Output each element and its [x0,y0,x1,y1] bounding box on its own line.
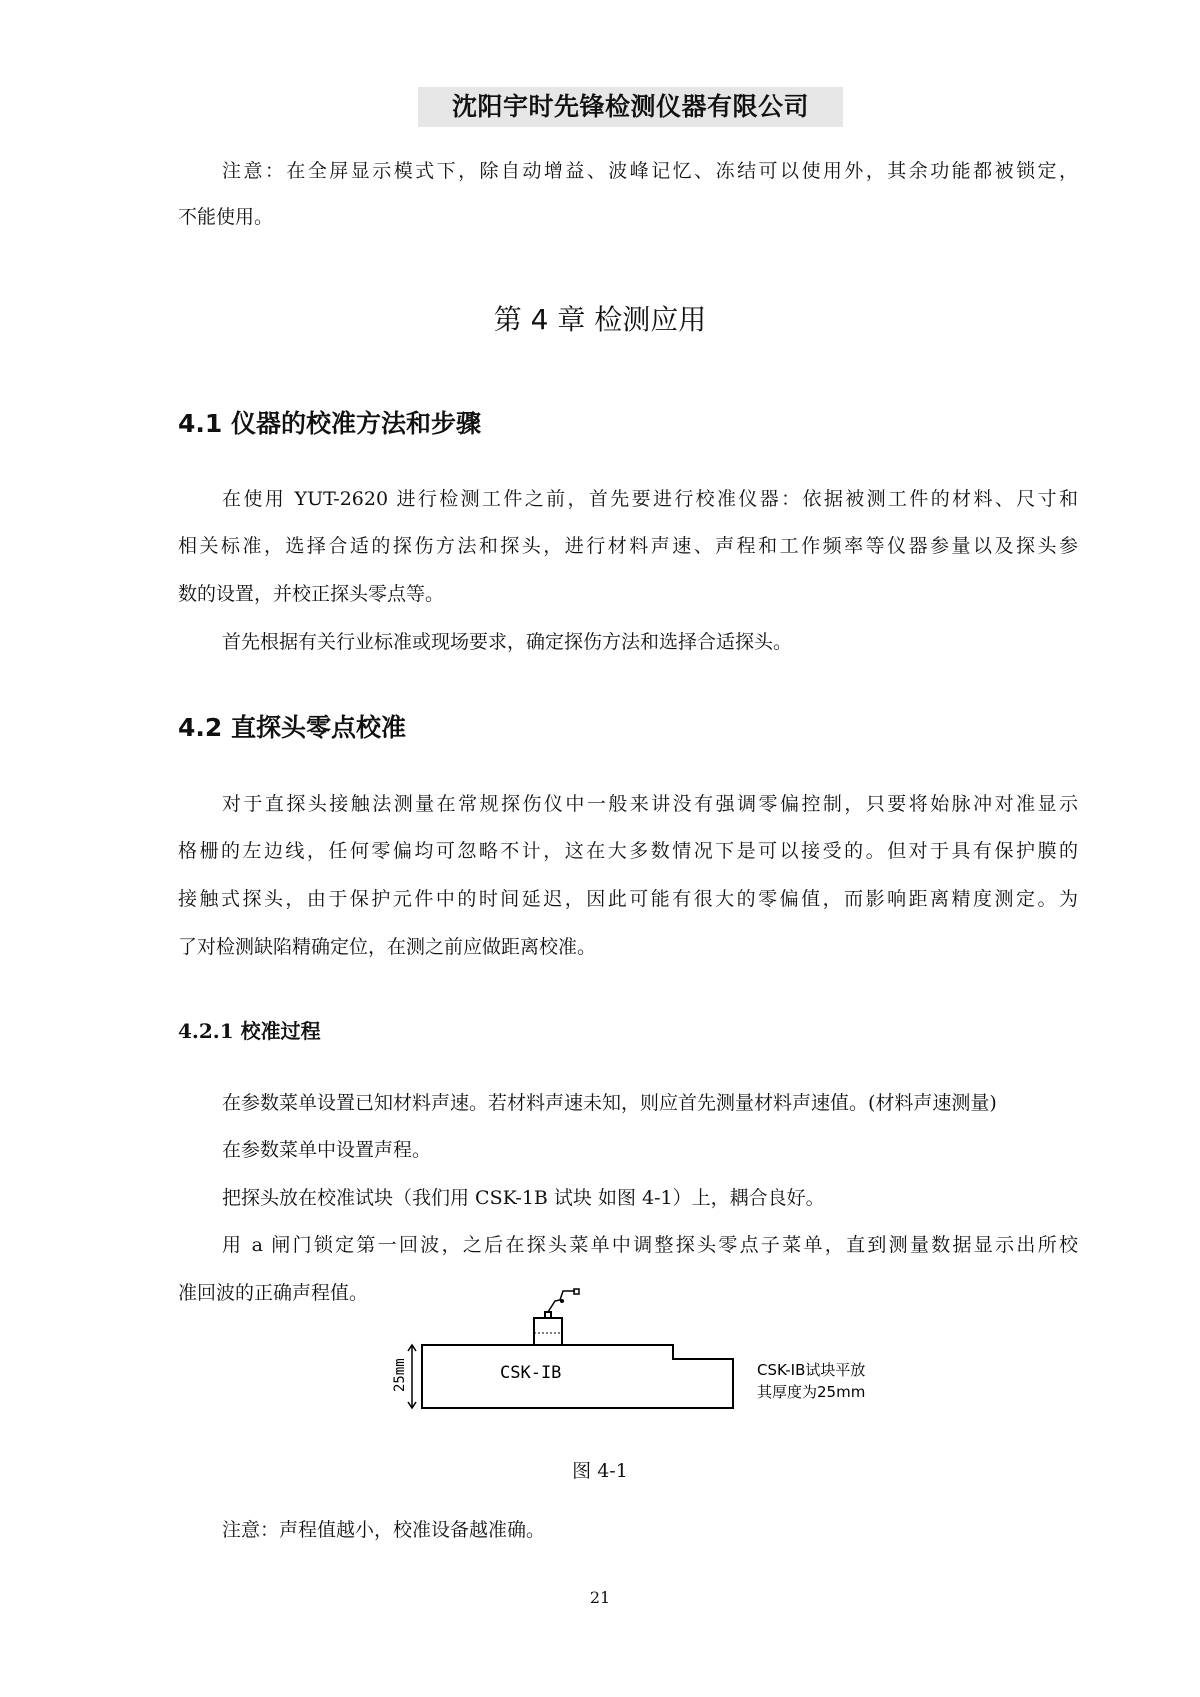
step-line: 准回波的正确声程值。 [178,1282,369,1304]
paragraph-line: 接触式探头，由于保护元件中的时间延迟，因此可能有很大的零偏值，而影响距离精度测定。为 [178,888,1078,910]
paragraph-line: 首先根据有关行业标准或现场要求，确定探伤方法和选择合适探头。 [222,631,793,653]
probe-connector [545,1312,551,1318]
page-number: 21 [589,1588,611,1607]
section-heading-4-2-1: 4.2.1 校准过程 [178,1019,321,1043]
step-line: 在参数菜单设置已知材料声速。若材料声速未知，则应首先测量材料声速值。(材料声速测量) [222,1092,997,1114]
note-line: 注意：在全屏显示模式下，除自动增益、波峰记忆、冻结可以使用外，其余功能都被锁定， [222,160,1078,182]
company-header: 沈阳宇时先锋检测仪器有限公司 [418,87,843,127]
note-line: 不能使用。 [178,206,274,228]
side-note-line: CSK-IB试块平放 [757,1361,866,1379]
side-note-line: 其厚度为25mm [757,1383,866,1401]
step-line: 把探头放在校准试块（我们用 CSK-1B 试块 如图 4-1）上，耦合良好。 [222,1187,825,1209]
dimension-label: 25mm [392,1358,408,1392]
note-line: 注意：声程值越小，校准设备越准确。 [222,1519,546,1541]
paragraph-line: 数的设置，并校正探头零点等。 [178,583,445,605]
step-line: 在参数菜单中设置声程。 [222,1139,432,1161]
chapter-title: 第 4 章 检测应用 [493,303,707,336]
test-block-outline [422,1345,733,1408]
section-heading-4-2: 4.2 直探头零点校准 [178,713,406,742]
block-label: CSK-IB [500,1363,562,1383]
paragraph-line: 了对检测缺陷精确定位，在测之前应做距离校准。 [178,936,597,958]
paragraph-line: 对于直探头接触法测量在常规探伤仪中一般来讲没有强调零偏控制，只要将始脉冲对准显示 [222,793,1078,815]
figure-caption: 图 4-1 [572,1460,628,1482]
probe-body [534,1318,562,1345]
paragraph-line: 在使用 YUT-2620 进行检测工件之前，首先要进行校准仪器：依据被测工件的材料、尺寸和 [222,488,1078,510]
paragraph-line: 相关标准，选择合适的探伤方法和探头，进行材料声速、声程和工作频率等仪器参量以及探头参 [178,535,1078,557]
step-line: 用 a 闸门锁定第一回波，之后在探头菜单中调整探头零点子菜单，直到测量数据显示出所校 [222,1234,1078,1256]
paragraph-line: 格栅的左边线，任何零偏均可忽略不计，这在大多数情况下是可以接受的。但对于具有保护膜的 [178,840,1078,862]
section-heading-4-1: 4.1 仪器的校准方法和步骤 [178,409,481,438]
